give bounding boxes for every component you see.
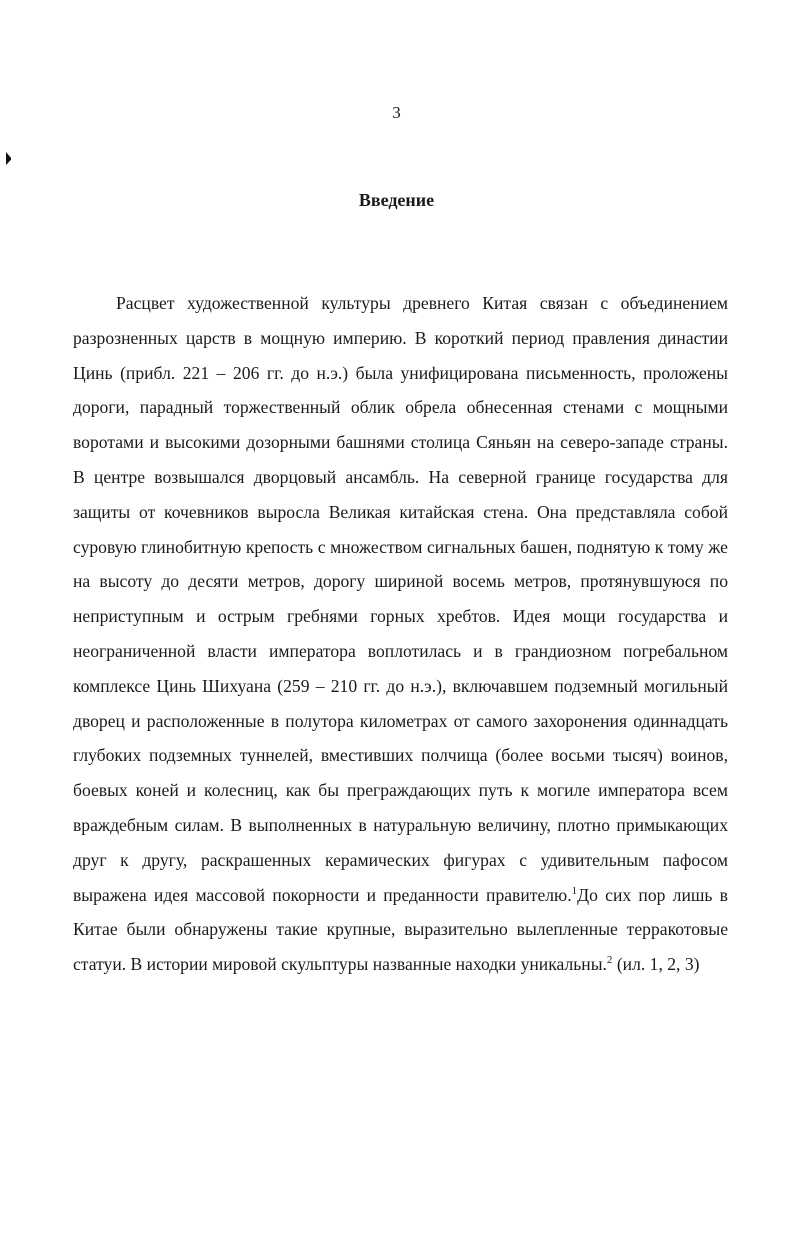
page-number: 3 (392, 103, 401, 122)
illustration-reference: (ил. 1, 2, 3) (612, 954, 700, 975)
margin-mark (6, 152, 11, 165)
section-heading: Введение (358, 190, 435, 210)
footnote-marker-2[interactable]: 2 (606, 954, 613, 967)
body-paragraph (73, 286, 728, 982)
paragraph-text-part2: До сих пор лишь в Китае были обнаружены такие крупные, выразительно вылепленные терракотовые статуи. В истории мировой скульптуры названные находки уникальны. (73, 884, 728, 975)
paragraph-text-part1: Расцвет художественной культуры древнего Китая связан с объединением разрозненных царств в мощную империю. В короткий период правления династии Цинь (прибл. 221 – 206 гг. до н.э.) была унифицирована письменность, проложены дороги, парадный торжественный облик обрела обнесенная стенами с мощными воротами и высокими дозорными башнями столица Сяньян на северо-западе страны. В центре возвышался дворцовый ансамбль. На северной границе государства для защиты от кочевников выросла Великая китайская стена. Она представляла собой суровую глинобитную крепость с множеством сигнальных башен, поднятую к тому же на высоту до десяти метров, дорогу шириной восемь метров, протянувшуюся по неприступным и острым гребнями горных хребтов. Идея мощи государства и неограниченной власти императора воплотилась и в грандиозном погребальном комплексе Цинь Шихуана (259 – 210 гг. до н.э.), включавшем подземный могильный дворец и расположенные в полутора километрах от самого захоронения одиннадцать глубоких подземных туннелей, вместивших полчища (более восьми тысяч) воинов, боевых коней и колесниц, как бы преграждающих путь к могиле императора всем враждебным силам. В выполненных в натуральную величину, плотно примыкающих друг к другу, раскрашенных керамических фигурах с удивительным пафосом выражена идея массовой покорности и преданности правителю. (73, 293, 728, 905)
footnote-marker-1[interactable]: 1 (571, 884, 578, 897)
